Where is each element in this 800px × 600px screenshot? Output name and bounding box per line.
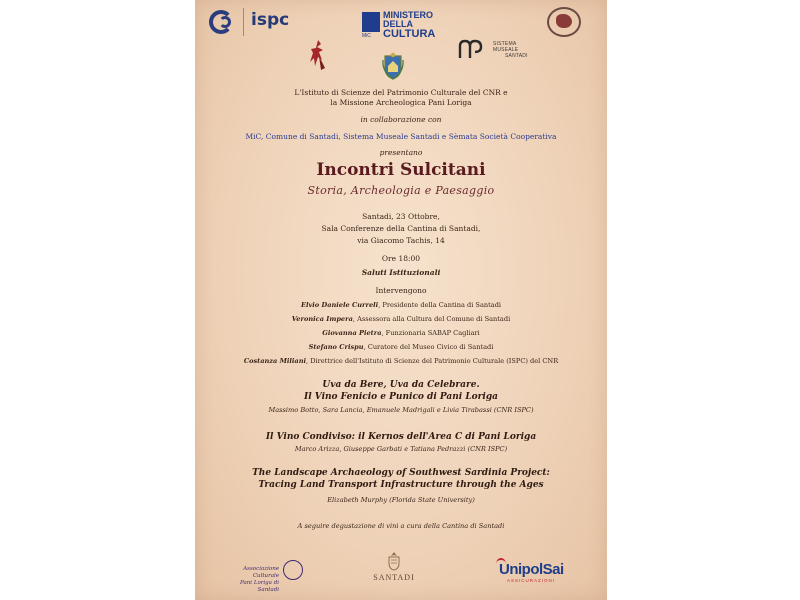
association-logo-text bbox=[221, 566, 279, 594]
speakers-label: Intervengono bbox=[375, 286, 427, 295]
greetings-heading: Saluti Istituzionali bbox=[361, 268, 441, 277]
speaker-role: , Presidente della Cantina di Santadi bbox=[378, 301, 502, 309]
speaker-name: Stefano Crispu bbox=[308, 343, 364, 351]
sistema-museale-logo-icon bbox=[457, 38, 485, 60]
dancer-figure-icon bbox=[308, 38, 328, 72]
mic-abbr: MiC bbox=[362, 33, 371, 39]
ispc-logo-text: ispc bbox=[251, 10, 290, 30]
sms-line1: SISTEMA bbox=[493, 41, 517, 47]
event-title: Incontri Sulcitani bbox=[316, 160, 486, 180]
speaker-role: , Direttrice dell'Istituto di Scienze del Patrimonio Culturale (ISPC) del CNR bbox=[306, 357, 559, 365]
organizer-line-1: L'Istituto di Scienze del Patrimonio Culturale del CNR e bbox=[294, 88, 508, 97]
mic-logo-text bbox=[383, 11, 435, 40]
association-line2: Pani Loriga di Santadi bbox=[240, 580, 279, 593]
unipolsai-logo: UnipolSai bbox=[499, 561, 564, 578]
talk-1-authors: Massimo Botto, Sara Lancia, Emanuele Madrigali e Livia Tirabassi (CNR ISPC) bbox=[268, 406, 534, 414]
speaker-item bbox=[195, 315, 607, 324]
event-time: Ore 18:00 bbox=[381, 254, 421, 263]
sms-line2: MUSEALE bbox=[493, 47, 519, 53]
speaker-name: Giovanna Pietra bbox=[322, 329, 382, 337]
sistema-museale-logo-text bbox=[493, 41, 528, 59]
speaker-item bbox=[195, 343, 607, 352]
speaker-role: , Funzionaria SABAP Cagliari bbox=[381, 329, 480, 337]
ispc-logo bbox=[251, 10, 289, 30]
sms-line3: SANTADI bbox=[505, 53, 528, 59]
organizer-line-2: la Missione Archeologica Pani Loriga bbox=[330, 98, 472, 107]
talk-1-title-line-2: Il Vino Fenicio e Punico di Pani Loriga bbox=[304, 392, 498, 402]
unipolsai-subtitle: ASSICURAZIONI bbox=[507, 578, 556, 583]
speaker-name: Costanza Miliani bbox=[243, 357, 306, 365]
talk-1-title-line-1: Uva da Bere, Uva da Celebrare. bbox=[322, 380, 480, 390]
logo-divider bbox=[243, 8, 244, 36]
mic-logo-icon bbox=[362, 12, 380, 32]
speaker-item bbox=[195, 357, 607, 366]
speaker-role: , Assessora alla Cultura del Comune di Santadi bbox=[352, 315, 511, 323]
event-poster bbox=[195, 0, 607, 600]
mic-logo-line3: CULTURA bbox=[383, 28, 436, 40]
talk-3-title-line-2: Tracing Land Transport Infrastructure through the Ages bbox=[258, 480, 544, 490]
event-place-line-1: Santadi, 23 Ottobre, bbox=[362, 212, 440, 221]
mic-logo-line2: DELLA bbox=[383, 19, 413, 29]
speaker-item bbox=[195, 329, 607, 338]
collaboration-label: in collaborazione con bbox=[360, 115, 442, 124]
tasting-note: A seguire degustazione di vini a cura della Cantina di Santadi bbox=[297, 522, 505, 530]
presentano-label: presentano bbox=[379, 148, 423, 157]
event-place-line-3: via Giacomo Tachis, 14 bbox=[357, 236, 445, 245]
santadi-winery-emblem-icon bbox=[385, 551, 403, 571]
partners-line: MiC, Comune di Santadi, Sistema Museale Santadi e Sèmata Società Cooperativa bbox=[245, 132, 557, 141]
event-subtitle: Storia, Archeologia e Paesaggio bbox=[307, 184, 495, 197]
speaker-name: Veronica Impera bbox=[291, 315, 353, 323]
speaker-name: Elvio Daniele Curreli bbox=[300, 301, 379, 309]
cnr-logo-inner-icon bbox=[219, 16, 231, 28]
association-line1: Associazione Culturale bbox=[243, 566, 279, 579]
horse-head-icon bbox=[556, 14, 572, 28]
association-emblem-icon bbox=[283, 560, 303, 580]
santadi-coat-of-arms-icon bbox=[381, 52, 405, 80]
mic-logo-line1: MINISTERO bbox=[383, 10, 434, 20]
talk-3-title-line-1: The Landscape Archaeology of Southwest Sardinia Project: bbox=[252, 468, 550, 478]
speaker-role: , Curatore del Museo Civico di Santadi bbox=[363, 343, 494, 351]
santadi-winery-logo: SANTADI bbox=[373, 573, 415, 582]
speaker-item bbox=[195, 301, 607, 310]
talk-2-authors: Marco Arizza, Giuseppe Garbati e Tatiana Pedrazzi (CNR ISPC) bbox=[294, 445, 508, 453]
talk-2-title: Il Vino Condiviso: il Kernos dell'Area C di Pani Loriga bbox=[265, 432, 537, 442]
event-place-line-2: Sala Conferenze della Cantina di Santadi, bbox=[321, 224, 481, 233]
talk-3-authors: Elizabeth Murphy (Florida State University) bbox=[327, 496, 475, 504]
